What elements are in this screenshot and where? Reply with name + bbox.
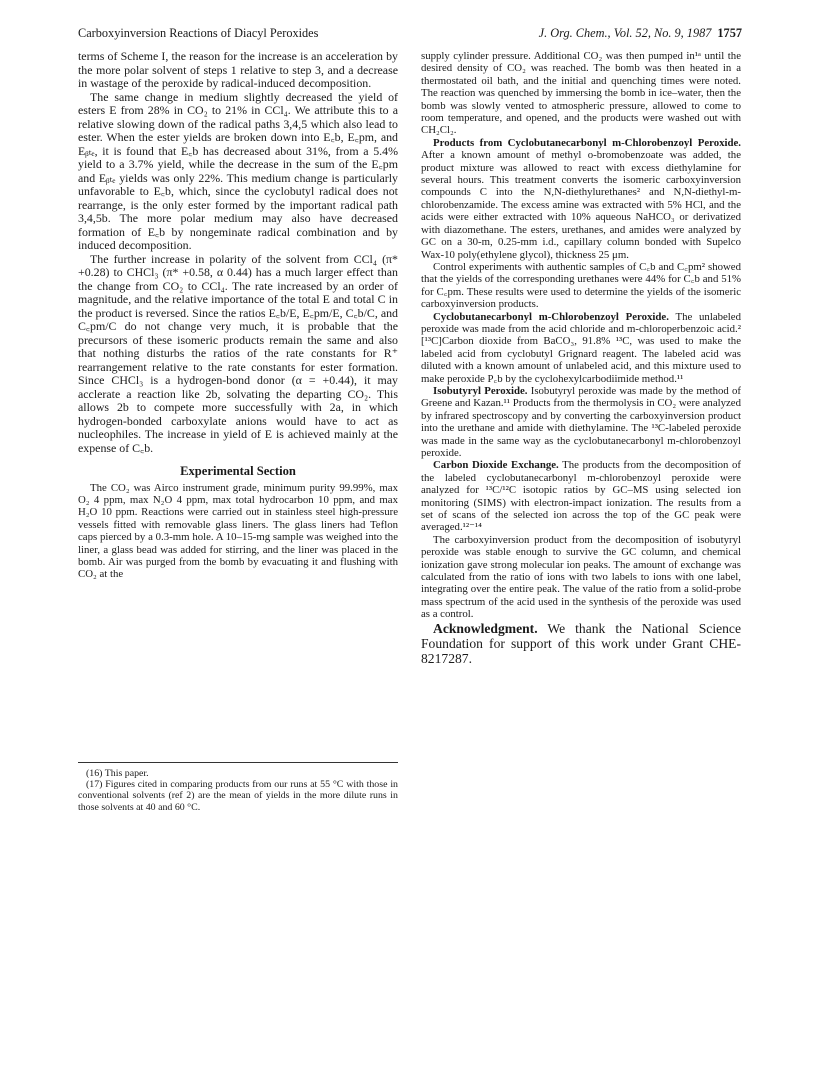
- footnotes: [78, 762, 398, 813]
- page-number: 1757: [717, 26, 742, 40]
- paragraph: The same change in medium slightly decreased the yield of esters E from 28% in CO₂ to 21% in CCl₄. We attribute this to a relative slowing down of the radical paths 3,4,5 which also lead to ester. When the ester yields are broken down into E꜀b, E꜀pm, and Eᵦₜₑ, it is found that E꜀b has decreased about 31%, from a 5.4% yield to a 3.7% yield, while the decrease in the sum of the E꜀pm and Eᵦₜₑ yields was only 22%. This medium change is particularly unfavorable to E꜀b, which, since the cyclobutyl radical does not rearrange, is the only ester formed by the important radical path 3,4,5b. The more polar medium may also have decreased formation of E꜀b by nongeminate radical combination and by induced decomposition.: [78, 89, 398, 252]
- paragraph-text: The products from the decomposition of the labeled cyclobutanecarbonyl m-chlorobenzoyl peroxide were analyzed for ¹³C/¹²C isotopic ratios by GC–MS using selected ion monitoring (SIMS) with electron-impact ionization. The results from a set of scans of the selected ion across the top of the GC peak were averaged.¹²⁻¹⁴: [421, 459, 742, 534]
- running-title: Carboxyinversion Reactions of Diacyl Peroxides: [78, 26, 319, 40]
- paragraph: supply cylinder pressure. Additional CO₂ was then pumped in¹ᵃ until the desired density of CO₂ was reached. The bomb was then heated in a thermostated oil bath, and the initial and quenching times were noted. The reaction was quenched by immersing the bomb in ice–water, then the bomb was slowly vented to atmospheric pressure, allowed to come to room temperature, and opened, and the products were washed out with CH₂Cl₂.: [421, 50, 741, 137]
- run-in-heading: Isobutyryl Peroxide.: [433, 384, 528, 397]
- paragraph: [421, 385, 741, 459]
- left-column: [78, 50, 398, 581]
- paragraph: The carboxyinversion product from the decomposition of isobutyryl peroxide was stable enough to survive the GC column, and chemical ionization gave strong molecular ion peaks. The amount of exchange was calculated from the ratio of ions with two labels to ions with one label, integrating over the entire peak. The value of the ratio from a solid-probe mass spectrum of the acid used in the synthesis of the peroxide was used as a control.: [421, 533, 741, 621]
- paragraph: Control experiments with authentic samples of C꜀b and C꜀pm² showed that the yields of the corresponding urethanes were 44% for C꜀b and 51% for C꜀pm. These results were used to determine the yields of the isomeric carboxyinversion products.: [421, 260, 741, 311]
- paragraph: The CO₂ was Airco instrument grade, minimum purity 99.99%, max O₂ 4 ppm, max N₂O 4 ppm, max total hydrocarbon 10 ppm, and max H₂O 10 ppm. Reactions were carried out in stainless steel high-pressure vessels fitted with removable glass liners. The glass liners had Teflon caps pierced by a 0.3-mm hole. A 10–15-mg sample was weighed into the liner, a glass bead was added for stirring, and the liner was placed in the bomb. Air was purged from the bomb by evacuating it and flushing with CO₂ at the: [78, 481, 398, 581]
- run-in-heading: Carbon Dioxide Exchange.: [433, 459, 559, 472]
- run-in-heading: Products from Cyclobutanecarbonyl m-Chlorobenzoyl Peroxide.: [433, 136, 741, 149]
- acknowledgment: [421, 621, 741, 667]
- acknowledgment-heading: Acknowledgment.: [433, 620, 538, 636]
- section-title: Experimental Section: [180, 464, 296, 478]
- running-header: [78, 26, 742, 42]
- footnote: (16) This paper.: [86, 768, 149, 779]
- journal-citation: [539, 26, 742, 41]
- paragraph: terms of Scheme I, the reason for the increase is an acceleration by the more polar solvent of steps 1 relative to step 3, and a decrease in wastage of the peroxide by radical-induced decomposition.: [78, 49, 398, 90]
- run-in-heading: Cyclobutanecarbonyl m-Chlorobenzoyl Peroxide.: [433, 310, 669, 323]
- journal-name: J. Org. Chem., Vol. 52, No. 9, 1987: [538, 26, 712, 40]
- paragraph: [421, 311, 741, 385]
- paragraph-text: The unlabeled peroxide was made from the acid chloride and m-chloroperbenzoic acid.² [¹³C]Carbon dioxide from BaCO₃, 91.8% ¹³C, was used to make the labeled acid from cyclobutyl Grignard reagent. The labeled acid was diluted with a known amount of unlabeled acid, and this mixture used to make peroxide P꜀b by the cyclohexylcarbodiimide method.¹¹: [421, 310, 741, 385]
- paragraph: The further increase in polarity of the solvent from CCl₄ (π* +0.28) to CHCl₃ (π* +0.58, α 0.44) has a much larger effect than the change from CO₂ to CCl₄. The rate increased by an order of magnitude, and the relative importance of the total E and total C in the product is reversed. Since the ratios E꜀b/E, E꜀pm/E, C꜀b/C, and C꜀pm/C do not change very much, it is probable that the precursors of these isomeric products remain the same and also that nothing disturbs the ratios of the rate constants for R⁺ rearrangement relative to the rate constants for ester formation. Since CHCl₃ is a hydrogen-bond donor (α = +0.44), it may acclerate a reaction like 2b, solvating the departing CO₂. This allows 2b to compete more successfully with 2a, in which hydrogen-bonded carboxylate anions would have to act as nucleophiles. The increase in yield of E is achieved mainly at the expense of C꜀b.: [78, 251, 398, 455]
- footnote: (17) Figures cited in comparing products from our runs at 55 °C with those in conventional solvents (ref 2) are the mean of yields in the more dilute runs in those solvents at 40 and 60 °C.: [78, 779, 398, 813]
- right-column: [421, 50, 741, 666]
- acknowledgment-text: We thank the National Science Foundation for support of this work under Grant CHE-8217287.: [421, 620, 741, 667]
- paragraph: [421, 459, 741, 533]
- paragraph: [421, 137, 741, 261]
- paragraph-text: After a known amount of methyl o-bromobenzoate was added, the product mixture was allowed to react with excess diethylamine for several hours. This treatment converts the isomeric carboxyinversion compounds C into the N,N-diethylurethanes² and N,N-diethyl-m-chlorobenzamide. The excess amine was extracted with 5% HCl, and the acids were either extracted with 10% aqueous NaHCO₃ or derivatized with diazomethane. The esters, urethanes, and amides were analyzed by GC on a 30-m, 0.25-mm i.d., capillary column bonded with Supelco Wax-10 poly(ethylene glycol), thickness 25 μm.: [421, 149, 741, 261]
- paragraph-text: Isobutyryl peroxide was made by the method of Greene and Kazan.¹¹ Products from the thermolysis in CO₂ were analyzed by infrared spectroscopy and by converting the carboxyinversion product into the urethane and amide with diethylamine. The ¹³C-labeled peroxide was made in the same way as the cyclobutanecarbonyl m-chlorobenzoyl peroxide.: [421, 384, 741, 459]
